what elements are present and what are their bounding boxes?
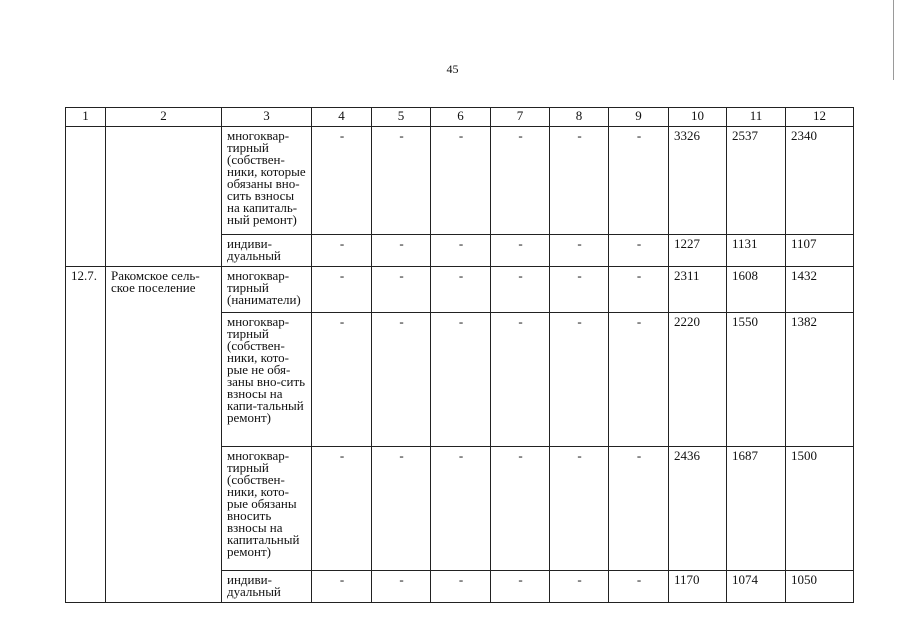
value-cell-10: 1227 (669, 235, 727, 267)
column-number-5: 5 (372, 108, 431, 127)
value-cell-9: - (609, 235, 669, 267)
column-number-8: 8 (550, 108, 609, 127)
column-number-2: 2 (106, 108, 222, 127)
value-cell-10: 1170 (669, 571, 727, 603)
value-cell-5: - (372, 571, 431, 603)
value-cell-7: - (491, 127, 550, 235)
table-row (66, 127, 854, 235)
housing-type-cell: многоквар-тирный (собствен-ники, которые обязаны вно-сить взносы на капиталь-ный ремонт) (222, 127, 312, 235)
value-cell-9: - (609, 127, 669, 235)
value-cell-11: 1550 (727, 313, 786, 447)
housing-type-cell: многоквар-тирный (собствен-ники, кото-рые обязаны вносить взносы на капитальный ремонт) (222, 447, 312, 571)
housing-type-cell: многоквар-тирный (наниматели) (222, 267, 312, 313)
value-cell-8: - (550, 127, 609, 235)
value-cell-12: 1050 (786, 571, 854, 603)
value-cell-8: - (550, 267, 609, 313)
value-cell-9: - (609, 571, 669, 603)
value-cell-10: 2311 (669, 267, 727, 313)
value-cell-4: - (312, 235, 372, 267)
value-cell-10: 2436 (669, 447, 727, 571)
column-number-1: 1 (66, 108, 106, 127)
value-cell-4: - (312, 267, 372, 313)
value-cell-10: 3326 (669, 127, 727, 235)
value-cell-7: - (491, 235, 550, 267)
row-code-cell (66, 127, 106, 267)
housing-type-cell: многоквар-тирный (собствен-ники, кото-рые не обя-заны вно-сить взносы на капи-тальный ремонт) (222, 313, 312, 447)
value-cell-8: - (550, 313, 609, 447)
tariff-table (65, 107, 854, 603)
value-cell-5: - (372, 447, 431, 571)
value-cell-8: - (550, 447, 609, 571)
value-cell-9: - (609, 267, 669, 313)
value-cell-4: - (312, 127, 372, 235)
column-number-11: 11 (727, 108, 786, 127)
value-cell-5: - (372, 267, 431, 313)
column-number-row (66, 108, 854, 127)
value-cell-7: - (491, 571, 550, 603)
settlement-name-cell (106, 127, 222, 267)
value-cell-6: - (431, 235, 491, 267)
value-cell-4: - (312, 313, 372, 447)
value-cell-9: - (609, 447, 669, 571)
value-cell-6: - (431, 447, 491, 571)
value-cell-11: 2537 (727, 127, 786, 235)
column-number-7: 7 (491, 108, 550, 127)
value-cell-12: 2340 (786, 127, 854, 235)
column-number-10: 10 (669, 108, 727, 127)
value-cell-12: 1382 (786, 313, 854, 447)
value-cell-6: - (431, 313, 491, 447)
row-code-cell: 12.7. (66, 267, 106, 603)
column-number-12: 12 (786, 108, 854, 127)
housing-type-cell: индиви-дуальный (222, 571, 312, 603)
column-number-6: 6 (431, 108, 491, 127)
housing-type-cell: индиви-дуальный (222, 235, 312, 267)
column-number-3: 3 (222, 108, 312, 127)
value-cell-12: 1107 (786, 235, 854, 267)
settlement-name-cell: Ракомское сель-ское поселение (106, 267, 222, 603)
value-cell-11: 1608 (727, 267, 786, 313)
value-cell-5: - (372, 127, 431, 235)
value-cell-4: - (312, 571, 372, 603)
column-number-9: 9 (609, 108, 669, 127)
value-cell-7: - (491, 267, 550, 313)
value-cell-11: 1687 (727, 447, 786, 571)
value-cell-6: - (431, 571, 491, 603)
value-cell-8: - (550, 235, 609, 267)
value-cell-12: 1500 (786, 447, 854, 571)
value-cell-11: 1074 (727, 571, 786, 603)
value-cell-5: - (372, 235, 431, 267)
value-cell-4: - (312, 447, 372, 571)
value-cell-12: 1432 (786, 267, 854, 313)
value-cell-6: - (431, 127, 491, 235)
page-number: 45 (446, 62, 459, 76)
value-cell-9: - (609, 313, 669, 447)
value-cell-10: 2220 (669, 313, 727, 447)
value-cell-6: - (431, 267, 491, 313)
column-number-4: 4 (312, 108, 372, 127)
value-cell-5: - (372, 313, 431, 447)
table-row (66, 267, 854, 313)
value-cell-11: 1131 (727, 235, 786, 267)
value-cell-7: - (491, 447, 550, 571)
value-cell-8: - (550, 571, 609, 603)
value-cell-7: - (491, 313, 550, 447)
